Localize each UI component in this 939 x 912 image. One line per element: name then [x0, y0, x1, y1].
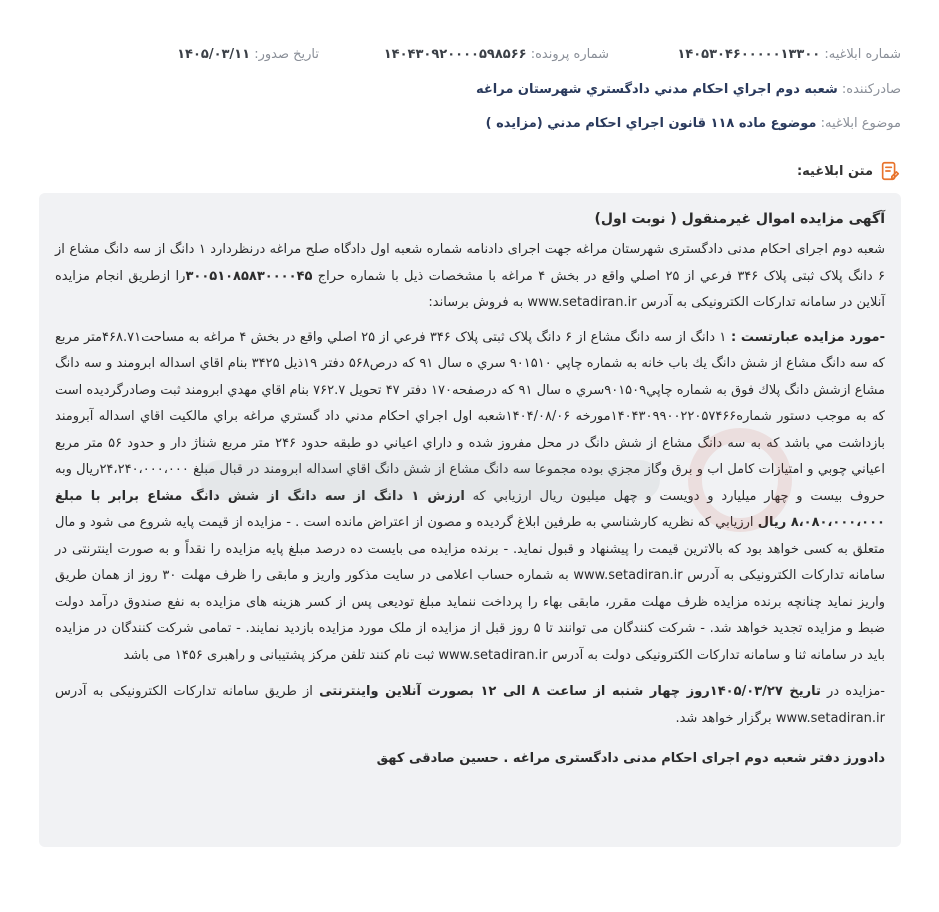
issue-date-value: ۱۴۰۵/۰۳/۱۱: [177, 47, 251, 62]
subject-value: موضوع ماده ۱۱۸ قانون اجراي احكام مدني (مزايده ): [485, 116, 817, 131]
intro-text-c: را ازطریق انجام مزایده آنلاین در سامانه تدارکات الکترونیکی به آدرس www.setadiran.ir به فروش برساند:: [55, 268, 885, 310]
property-details: ۱ دانگ از سه دانگ مشاع از ۶ دانگ پلاک ثبتی پلاک ۳۴۶ فرعي از ۲۵ اصلي واقع در بخش ۴ مراغه به مساحت۴۶۸.۷۱متر مربع که سه دانگ مشاع از شش دانگ يك باب خانه به شماره چاپي ۹۰۱۵۱۰ سري ه سال ۹۱ که درص۵۶۸ دفتر ۱۹ذیل ۳۴۲۵ بنام اقاي اسداله ابرومند و سه دانگ مشاع ازشش دانگ پلاك فوق به شماره چاپي۹۰۱۵۰۹سري ه سال ۹۱ که درصفحه۱۷۰ دفتر ۴۷ تحويل ۷۶۲.۷ بنام اقاي مهدي ابرومند ثبت وصادرگرديده است که به موجب دستور شماره۱۴۰۴۳۰۹۹۰۰۲۲۰۵۷۴۶۶مورخه ۱۴۰۴/۰۸/۰۶شعبه اول اجراي احكام مدني داد گستري مراغه براي مالكيت اقاي اسداله آبرومند بازداشت مي باشد که به سه دانگ مشاع از شش دانگ در محل مفروز شده و داراي اعياني دو طبقه حدود ۲۴۶ متر مربع شناژ دار و حدود ۵۶ متر مربع اعياني چوبي و امتيازات كامل اب و برق وگاز مجزي بوده مجموعا سه دانگ مشاع از شش دانگ اقاي اسداله ابرومند در قبال مبلغ ۲۴،۲۴۰،۰۰۰،۰۰۰ريال وبه حروف بيست و چهار ميليارد و دويست و چهل ميليون ريال ارزيابي كه: [55, 329, 886, 504]
case-number-label: شماره پرونده:: [530, 47, 609, 62]
property-lead: -مورد مزایده عبارتست :: [726, 329, 886, 345]
auction-date-paragraph: [55, 679, 885, 732]
intro-text-a: شعبه دوم اجرای احکام مدنی دادگستری شهرستان مراغه جهت اجرای دادنامه شماره شعبه اول دادگاه صلح مراغه درنظردارد ۱ دانگ از سه دانگ مشاع از ۶ دانگ پلاک ثبتی پلاک ۳۴۶ فرعي از ۲۵ اصلي واقع در بخش ۴ مراغه با مشخصات ذیل با شماره حراج: [55, 242, 885, 284]
subject-row: [40, 116, 901, 131]
auction-date-highlight: تاريخ ۱۴۰۵/۰۳/۲۷روز چهار شنبه از ساعت ۸ الی ۱۲ بصورت آنلاين واينترنتی: [319, 684, 821, 699]
signature-line: دادورز دفتر شعبه دوم اجرای احکام مدنی دادگستری مراغه . حسین صادقی کهق: [376, 751, 885, 766]
intro-paragraph: [55, 237, 885, 317]
issue-date-field: [177, 47, 319, 62]
auction-number: ۳۰۰۵۱۰۸۵۸۳۰۰۰۰۴۵: [185, 268, 313, 284]
document-edit-icon: [879, 160, 901, 182]
issue-date-label: تاریخ صدور:: [254, 47, 319, 62]
case-number-value: ۱۴۰۴۳۰۹۲۰۰۰۰۵۹۸۵۶۶: [383, 47, 527, 62]
notice-text-heading-label: متن ابلاغیه:: [796, 163, 873, 179]
notice-number-field: [677, 47, 901, 62]
notice-text-heading: [797, 160, 901, 182]
auction-date-tail: از طريق سامانه تدارکات الکترونيکی به آدرس www.setadiran.ir برگزار خواهد شد.: [55, 684, 885, 726]
subject-label: موضوع ابلاغیه:: [820, 116, 901, 131]
notice-meta-row: [40, 47, 901, 67]
auction-date-lead: -مزايده در: [820, 684, 885, 699]
property-value-highlight: ارزش ۱ دانگ از سه دانگ از شش دانگ مشاع برابر با مبلغ ۸،۰۸۰،۰۰۰،۰۰۰ ریال: [55, 488, 885, 530]
property-description-paragraph: [55, 325, 885, 670]
issuer-value: شعبه دوم اجراي احكام مدني دادگستري شهرستان مراغه: [476, 82, 838, 97]
issuer-label: صادرکننده:: [841, 82, 901, 97]
notice-number-value: ۱۴۰۵۳۰۴۶۰۰۰۰۰۱۳۳۰۰: [677, 47, 821, 62]
issuer-row: [40, 82, 901, 97]
notice-number-label: شماره ابلاغیه:: [824, 47, 901, 62]
notice-text-panel: [39, 193, 901, 847]
case-number-field: [384, 47, 609, 62]
auction-terms: ارزيابي كه نظريه كارشناسي به طرفين ابلاغ گرديده و مصون از اعتراض مانده است . - مزايده از قيمت پايه شروع مى شود و مال متعلق به کسی خواهد بود که بالاترين قيمت را پيشنهاد و قبول نمايد. - برنده مزايده مى بايست ده درصد مبلغ پايه مزايده را نقداً و به صورت اينترنتی در سامانه تدارکات الکترونيکی به آدرس www.setadiran.ir به شماره حساب اعلامی در سايت مذکور واريز و مابقی را ظرف مهلت ۳۰ روز از همان طريق واريز نمايد چنانچه برنده مزايده ظرف مهلت مقرر، مابقی بهاء را پرداخت ننمايد مبلغ توديعی پس از کسر هزينه های مزايده به نفع صندوق درآمد دولت ضبط و مزايده تجديد خواهد شد. - شرکت کنندگان می توانند تا ۵ روز قبل از مزايده از ملک مورد مزايده بازديد نمايند. - تمامی شرکت کنندگان در مزايده بايد در سامانه ثنا و سامانه تدارکات الکترونيکی دولت به آدرس www.setadiran.ir ثبت نام کنند تلفن مرکز پشتيبانی و راهبری ۱۴۵۶ می باشد: [55, 515, 885, 663]
auction-title: آگهی مزایده اموال غیرمنقول ( نوبت اول): [594, 211, 885, 227]
